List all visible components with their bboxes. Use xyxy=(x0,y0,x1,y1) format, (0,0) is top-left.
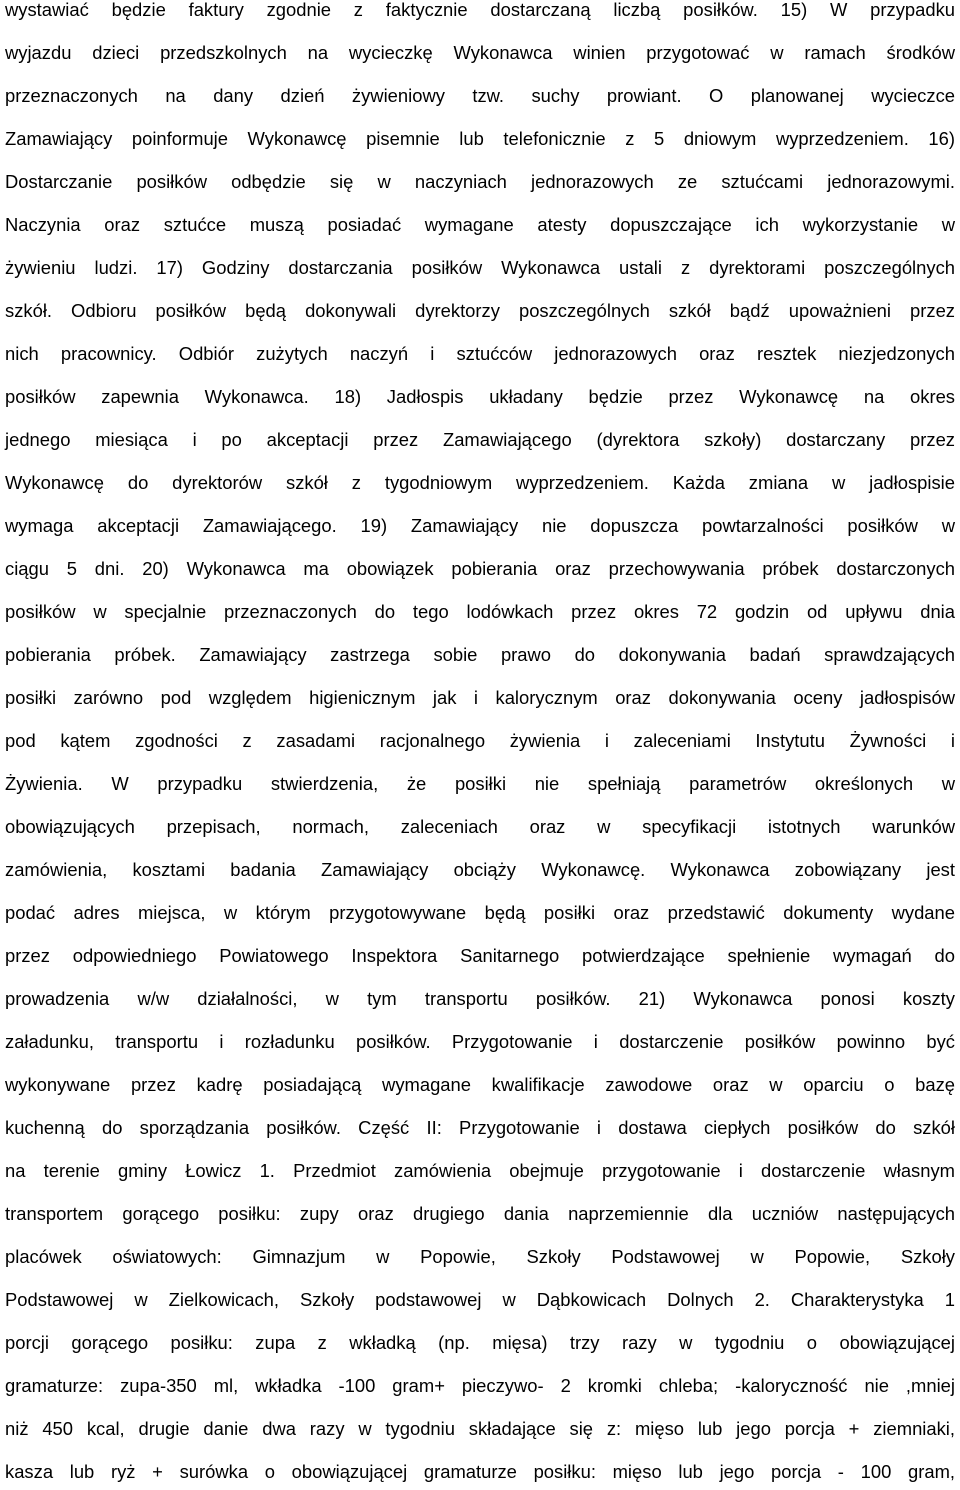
text-line: Dostarczanie posiłków odbędzie się w naczyniach jednorazowych ze sztućcami jednorazowymi. xyxy=(5,171,955,192)
text-line: wyjazdu dzieci przedszkolnych na wycieczkę Wykonawca winien przygotować w ramach środków xyxy=(5,42,955,63)
text-line: Zamawiający poinformuje Wykonawcę pisemnie lub telefonicznie z 5 dniowym wyprzedzeniem. 16) xyxy=(5,128,955,149)
text-line: wymaga akceptacji Zamawiającego. 19) Zamawiający nie dopuszcza powtarzalności posiłków w xyxy=(5,515,955,536)
text-line: posiłków w specjalnie przeznaczonych do tego lodówkach przez okres 72 godzin od upływu dnia xyxy=(5,601,955,622)
text-line: placówek oświatowych: Gimnazjum w Popowie, Szkoły Podstawowej w Popowie, Szkoły xyxy=(5,1246,955,1267)
text-line: żywieniu ludzi. 17) Godziny dostarczania posiłków Wykonawca ustali z dyrektorami poszczególnych xyxy=(5,257,955,278)
text-line: jednego miesiąca i po akceptacji przez Zamawiającego (dyrektora szkoły) dostarczany przez xyxy=(5,429,955,450)
text-line: na terenie gminy Łowicz 1. Przedmiot zamówienia obejmuje przygotowanie i dostarczenie własnym xyxy=(5,1160,955,1181)
text-line: przeznaczonych na dany dzień żywieniowy tzw. suchy prowiant. O planowanej wycieczce xyxy=(5,85,955,106)
text-line: zamówienia, kosztami badania Zamawiający obciąży Wykonawcę. Wykonawca zobowiązany jest xyxy=(5,859,955,880)
text-line: nich pracownicy. Odbiór zużytych naczyń i sztućców jednorazowych oraz resztek niezjedzonych xyxy=(5,343,955,364)
text-line: podać adres miejsca, w którym przygotowywane będą posiłki oraz przedstawić dokumenty wydane xyxy=(5,902,955,923)
text-line: szkół. Odbioru posiłków będą dokonywali dyrektorzy poszczególnych szkół bądź upoważnieni przez xyxy=(5,300,955,321)
text-line: ciągu 5 dni. 20) Wykonawca ma obowiązek pobierania oraz przechowywania próbek dostarczonych xyxy=(5,558,955,579)
text-line: pod kątem zgodności z zasadami racjonalnego żywienia i zaleceniami Instytutu Żywności i xyxy=(5,730,955,751)
text-line: wykonywane przez kadrę posiadającą wymagane kwalifikacje zawodowe oraz w oparciu o bazę xyxy=(5,1074,955,1095)
text-line: prowadzenia w/w działalności, w tym transportu posiłków. 21) Wykonawca ponosi koszty xyxy=(5,988,955,1009)
text-line: posiłki zarówno pod względem higienicznym jak i kalorycznym oraz dokonywania oceny jadłospisów xyxy=(5,687,955,708)
text-line: porcji gorącego posiłku: zupa z wkładką (np. mięsa) trzy razy w tygodniu o obowiązującej xyxy=(5,1332,955,1353)
text-line: obowiązujących przepisach, normach, zaleceniach oraz w specyfikacji istotnych warunków xyxy=(5,816,955,837)
text-line: gramaturze: zupa-350 ml, wkładka -100 gram+ pieczywo- 2 kromki chleba; -kaloryczność nie ,mniej xyxy=(5,1375,955,1396)
text-line: przez odpowiedniego Powiatowego Inspektora Sanitarnego potwierdzające spełnienie wymagań do xyxy=(5,945,955,966)
text-line: posiłków zapewnia Wykonawca. 18) Jadłospis układany będzie przez Wykonawcę na okres xyxy=(5,386,955,407)
text-line: pobierania próbek. Zamawiający zastrzega sobie prawo do dokonywania badań sprawdzających xyxy=(5,644,955,665)
text-line: Podstawowej w Zielkowicach, Szkoły podstawowej w Dąbkowicach Dolnych 2. Charakterystyka 1 xyxy=(5,1289,955,1310)
text-line: kasza lub ryż + surówka o obowiązującej gramaturze posiłku: mięso lub jego porcja - 100 gram, xyxy=(5,1461,955,1482)
text-line: niż 450 kcal, drugie danie dwa razy w tygodniu składające się z: mięso lub jego porcja + ziemniaki, xyxy=(5,1418,955,1439)
text-line: transportem gorącego posiłku: zupy oraz drugiego dania naprzemiennie dla uczniów następujących xyxy=(5,1203,955,1224)
text-line: Żywienia. W przypadku stwierdzenia, że posiłki nie spełniają parametrów określonych w xyxy=(5,773,955,794)
text-line: Wykonawcę do dyrektorów szkół z tygodniowym wyprzedzeniem. Każda zmiana w jadłospisie xyxy=(5,472,955,493)
text-line: załadunku, transportu i rozładunku posiłków. Przygotowanie i dostarczenie posiłków powinno być xyxy=(5,1031,955,1052)
text-line: Naczynia oraz sztućce muszą posiadać wymagane atesty dopuszczające ich wykorzystanie w xyxy=(5,214,955,235)
text-line: wystawiać będzie faktury zgodnie z faktycznie dostarczaną liczbą posiłków. 15) W przypadku xyxy=(5,0,955,20)
text-line: kuchenną do sporządzania posiłków. Część II: Przygotowanie i dostawa ciepłych posiłków do szkół xyxy=(5,1117,955,1138)
